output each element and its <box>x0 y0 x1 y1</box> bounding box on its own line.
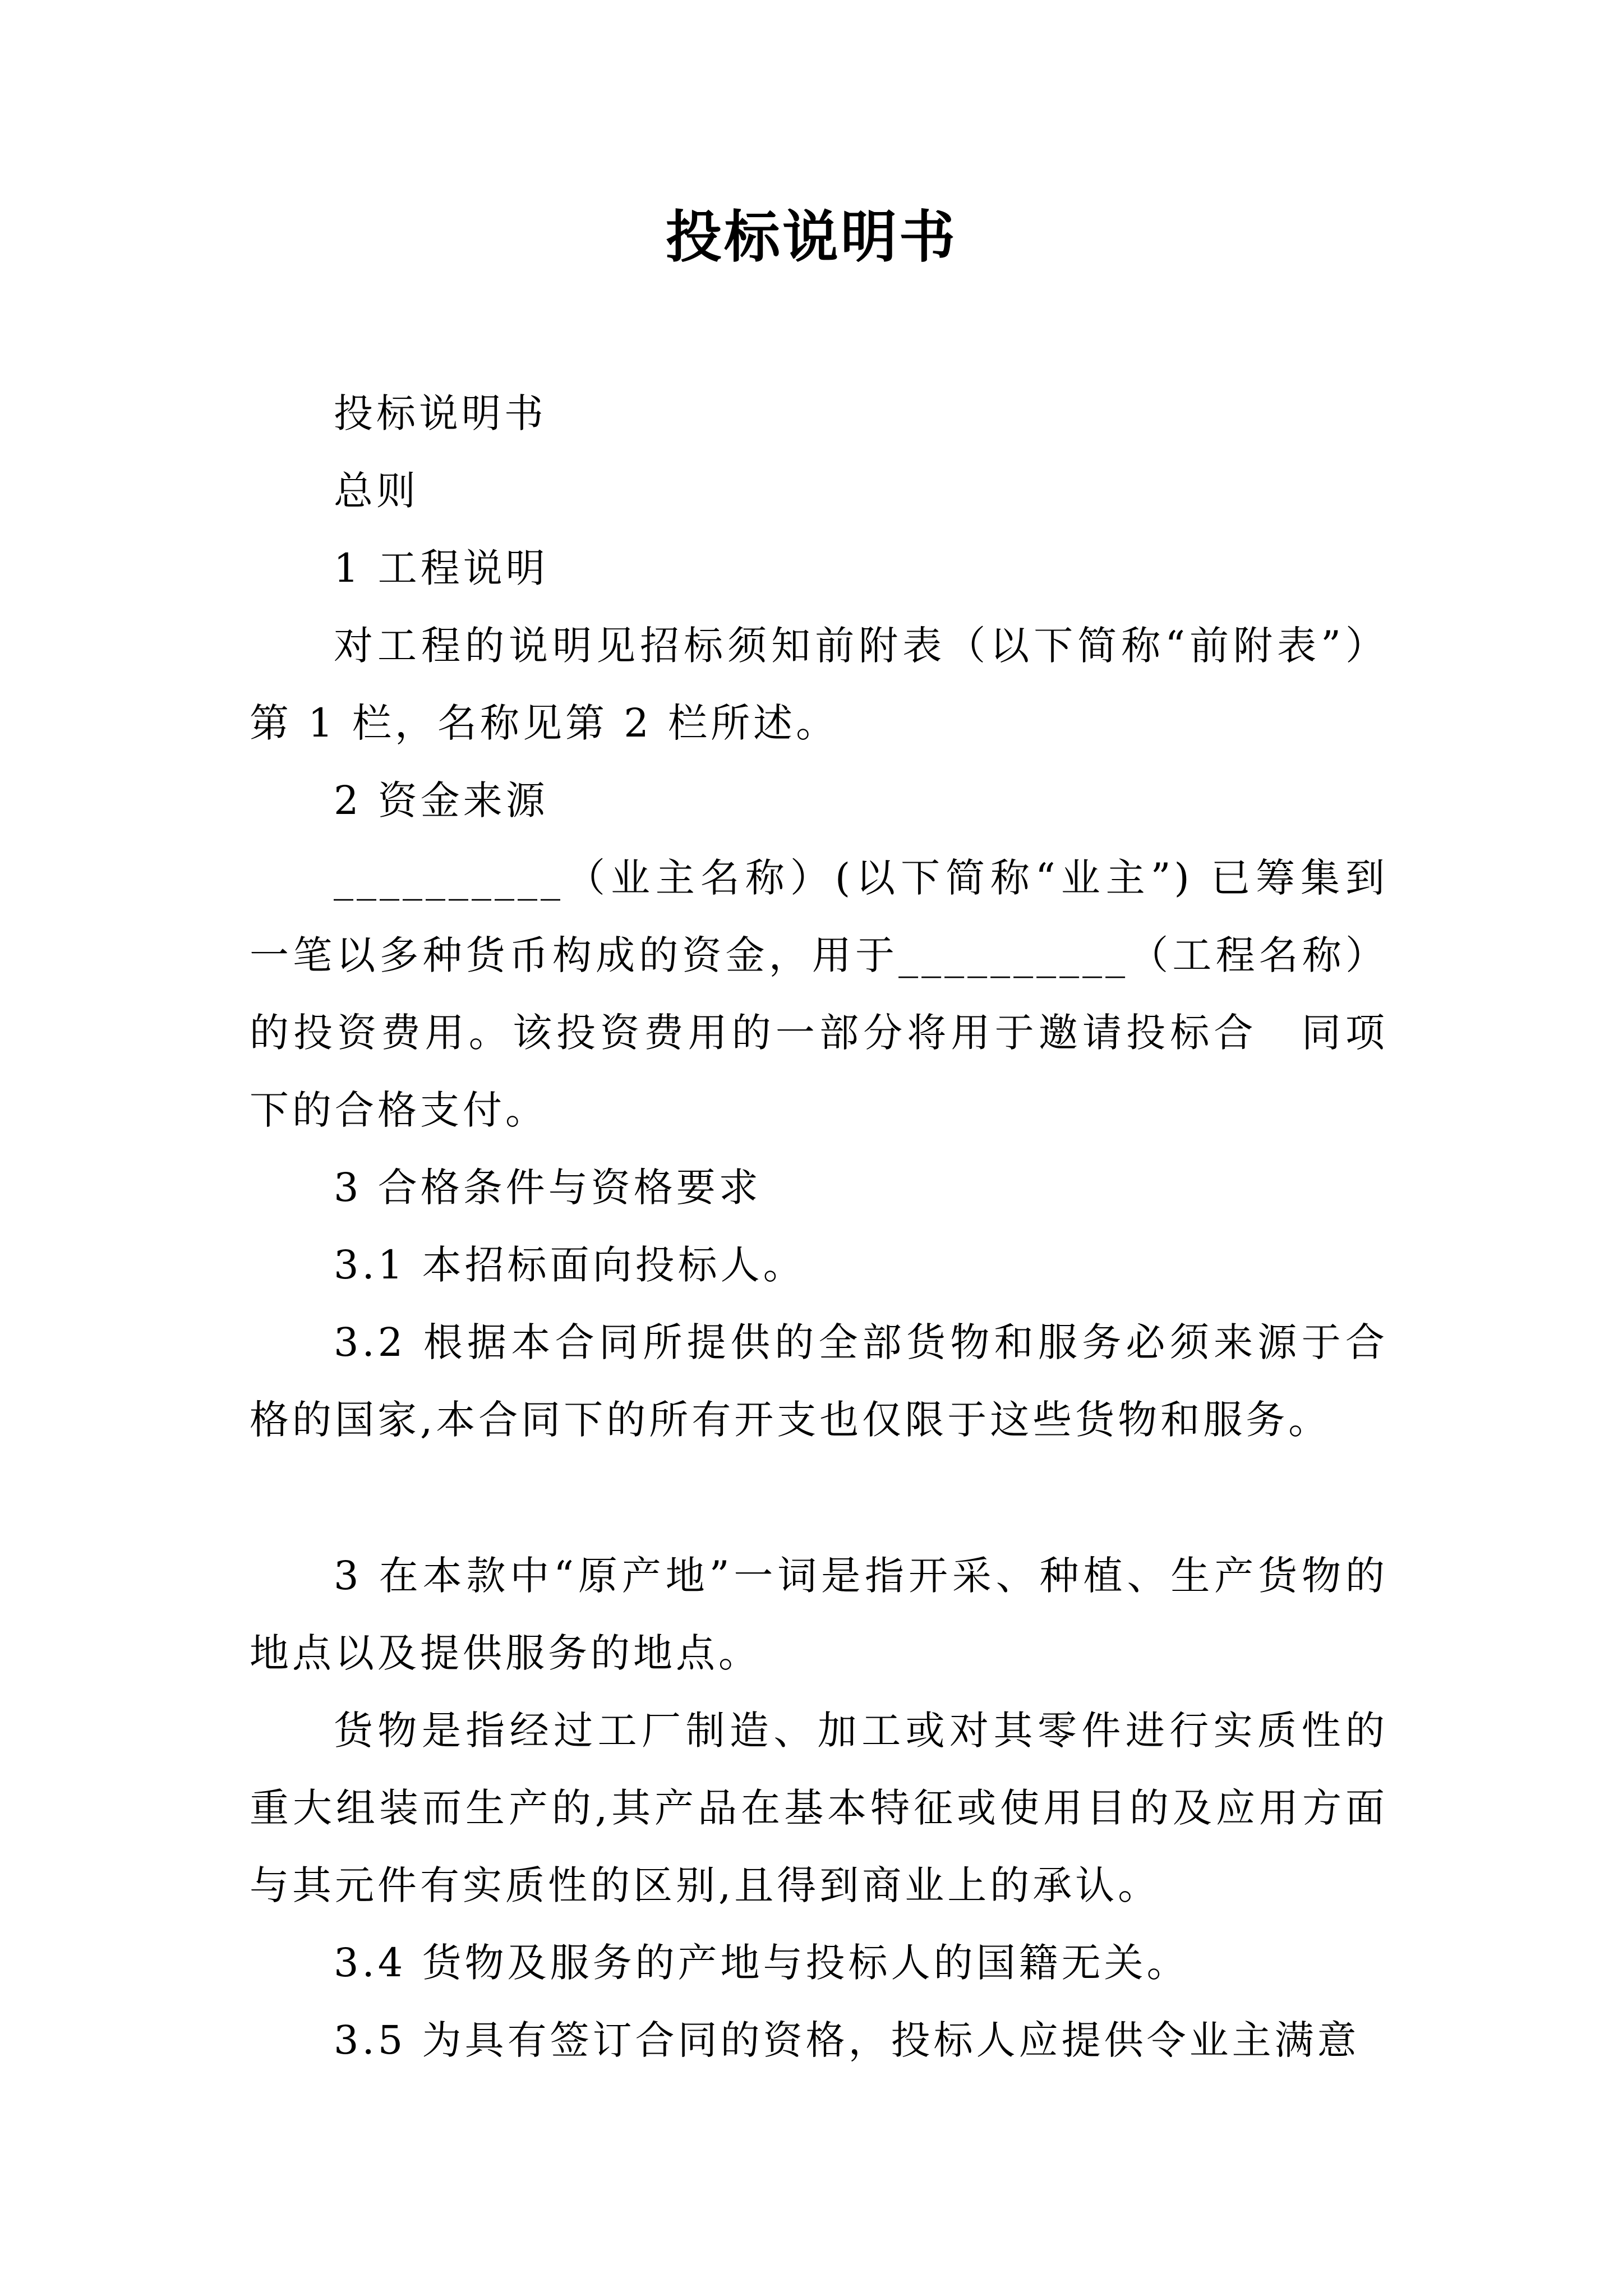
section-3-5-text: 3.5 为具有签订合同的资格，投标人应提供令业主满意 <box>334 2017 1360 2063</box>
section-3-heading: 3 合格条件与资格要求 <box>334 1165 762 1211</box>
section-3-1-text: 3.1 本招标面向投标人。 <box>334 1242 806 1288</box>
section-1-heading: 1 工程说明 <box>334 545 548 591</box>
section-1-text: 对工程的说明见招标须知前附表（以下简称“前附表”）第 1 栏，名称见第 2 栏所述。 <box>250 623 1388 746</box>
goods-definition-text: 货物是指经过工厂制造、加工或对其零件进行实质性的重大组装而生产的,其产品在基本特征或使用目的及应用方面与其元件有实质性的区别,且得到商业上的承认。 <box>250 1708 1388 1908</box>
section-2-heading: 2 资金来源 <box>334 777 548 823</box>
section-2-text: __________（业主名称）(以下简称“业主”) 已筹集到一笔以多种货币构成的资金，用于__________（工程名称）的投资费用。该投资费用的一部分将用于邀请投标合 同项下的合格支付。 <box>250 855 1388 1133</box>
paragraph-general: 总则 <box>334 468 419 514</box>
section-3-2-text: 3.2 根据本合同所提供的全部货物和服务必须来源于合格的国家,本合同下的所有开支也仅限于这些货物和服务。 <box>250 1319 1388 1443</box>
paragraph-heading: 投标说明书 <box>334 390 547 436</box>
document-title: 投标说明书 <box>666 204 957 270</box>
section-3-4-text: 3.4 货物及服务的产地与投标人的国籍无关。 <box>334 1940 1189 1986</box>
document-body <box>250 375 1388 2079</box>
section-3-3-text: 3 在本款中“原产地”一词是指开采、种植、生产货物的地点以及提供服务的地点。 <box>250 1553 1388 1676</box>
